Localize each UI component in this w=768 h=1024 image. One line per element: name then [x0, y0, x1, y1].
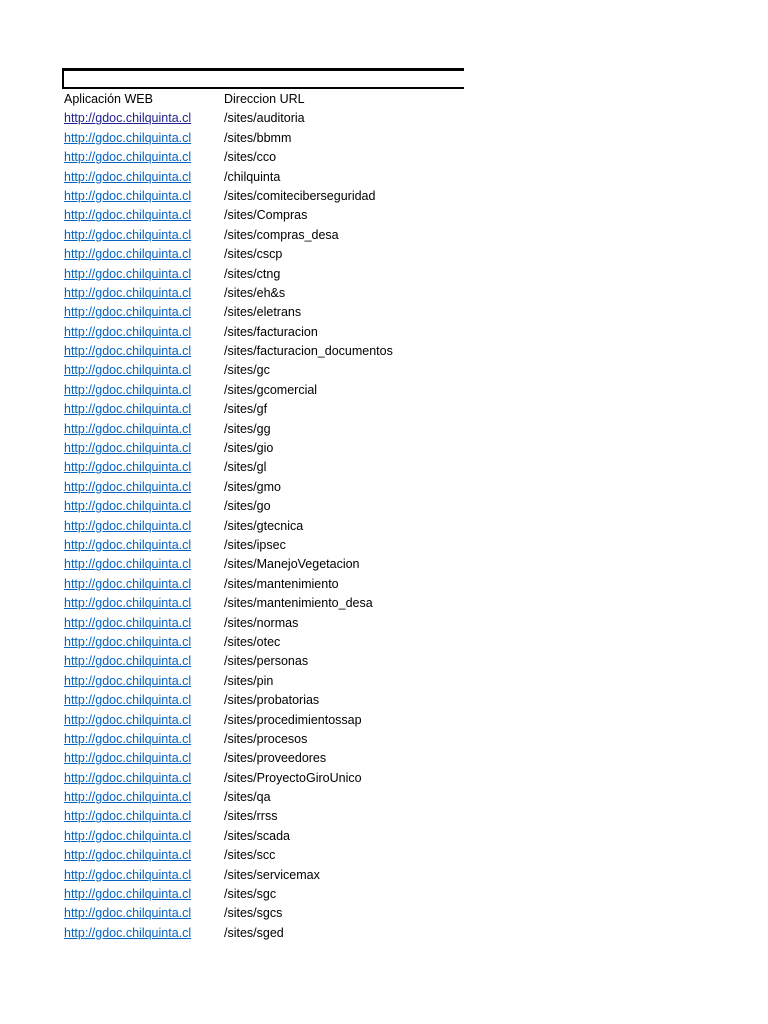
- app-link[interactable]: http://gdoc.chilquinta.cl: [64, 770, 192, 785]
- table-row: [64, 555, 484, 574]
- app-link[interactable]: http://gdoc.chilquinta.cl: [64, 557, 192, 572]
- app-link[interactable]: http://gdoc.chilquinta.cl: [64, 130, 192, 145]
- url-path: /sites/ipsec: [224, 537, 286, 552]
- app-link[interactable]: http://gdoc.chilquinta.cl: [64, 285, 192, 300]
- app-link[interactable]: http://gdoc.chilquinta.cl: [64, 867, 192, 882]
- app-link[interactable]: http://gdoc.chilquinta.cl: [64, 693, 192, 708]
- url-path: /sites/procedimientossap: [224, 712, 362, 727]
- app-link[interactable]: http://gdoc.chilquinta.cl: [64, 266, 192, 281]
- app-link[interactable]: http://gdoc.chilquinta.cl: [64, 363, 192, 378]
- url-path: /sites/auditoria: [224, 111, 305, 126]
- url-path: /sites/gio: [224, 441, 274, 456]
- url-path: /sites/gg: [224, 421, 271, 436]
- table-row: [64, 342, 484, 361]
- app-link[interactable]: http://gdoc.chilquinta.cl: [64, 673, 192, 688]
- table-row: [64, 788, 484, 807]
- table-body: [64, 109, 484, 943]
- url-path: /sites/gtecnica: [224, 518, 304, 533]
- app-link[interactable]: http://gdoc.chilquinta.cl: [64, 634, 192, 649]
- table-row: [64, 904, 484, 923]
- table-row: [64, 129, 484, 148]
- url-path: /sites/facturacion_documentos: [224, 344, 393, 359]
- table-row: [64, 323, 484, 342]
- url-path: /sites/otec: [224, 634, 281, 649]
- table-row: [64, 381, 484, 400]
- app-link[interactable]: http://gdoc.chilquinta.cl: [64, 848, 192, 863]
- url-path: /sites/gf: [224, 402, 268, 417]
- url-path: /sites/facturacion: [224, 324, 318, 339]
- app-link[interactable]: http://gdoc.chilquinta.cl: [64, 790, 192, 805]
- app-link[interactable]: http://gdoc.chilquinta.cl: [64, 382, 192, 397]
- table-row: [64, 187, 484, 206]
- url-path: /sites/scada: [224, 828, 291, 843]
- table-row: [64, 226, 484, 245]
- app-link[interactable]: http://gdoc.chilquinta.cl: [64, 537, 192, 552]
- table-row: [64, 148, 484, 167]
- table-header-row: [64, 90, 484, 109]
- table-row: [64, 245, 484, 264]
- table-row: [64, 168, 484, 187]
- url-path: /sites/sged: [224, 925, 284, 940]
- url-path: /sites/cco: [224, 150, 277, 165]
- app-link[interactable]: http://gdoc.chilquinta.cl: [64, 479, 192, 494]
- app-link[interactable]: http://gdoc.chilquinta.cl: [64, 460, 192, 475]
- url-path: /sites/mantenimiento: [224, 576, 339, 591]
- url-path: /sites/probatorias: [224, 693, 320, 708]
- url-path: /sites/qa: [224, 790, 271, 805]
- column-header-url: Direccion URL: [224, 92, 305, 106]
- url-path: /sites/compras_desa: [224, 227, 339, 242]
- table-row: [64, 711, 484, 730]
- table-row: [64, 594, 484, 613]
- table-row: [64, 439, 484, 458]
- app-link[interactable]: http://gdoc.chilquinta.cl: [64, 712, 192, 727]
- url-path: /sites/eh&s: [224, 285, 286, 300]
- app-link[interactable]: http://gdoc.chilquinta.cl: [64, 615, 192, 630]
- table-row: [64, 400, 484, 419]
- url-path: /sites/proveedores: [224, 751, 327, 766]
- app-link[interactable]: http://gdoc.chilquinta.cl: [64, 499, 192, 514]
- table-row: [64, 866, 484, 885]
- table-row: [64, 536, 484, 555]
- app-link[interactable]: http://gdoc.chilquinta.cl: [64, 906, 192, 921]
- app-link[interactable]: http://gdoc.chilquinta.cl: [64, 751, 192, 766]
- table-row: [64, 730, 484, 749]
- table-row: [64, 478, 484, 497]
- url-path: /sites/gcomercial: [224, 382, 318, 397]
- table-row: [64, 672, 484, 691]
- app-link[interactable]: http://gdoc.chilquinta.cl: [64, 324, 192, 339]
- url-path: /sites/go: [224, 499, 271, 514]
- url-path: /sites/pin: [224, 673, 274, 688]
- app-link[interactable]: http://gdoc.chilquinta.cl: [64, 518, 192, 533]
- app-link[interactable]: http://gdoc.chilquinta.cl: [64, 344, 192, 359]
- table-row: [64, 497, 484, 516]
- table-row: [64, 652, 484, 671]
- app-link[interactable]: http://gdoc.chilquinta.cl: [64, 227, 192, 242]
- table-row: [64, 633, 484, 652]
- app-link[interactable]: http://gdoc.chilquinta.cl: [64, 402, 192, 417]
- url-path: /sites/servicemax: [224, 867, 320, 882]
- table-row: [64, 691, 484, 710]
- app-link[interactable]: http://gdoc.chilquinta.cl: [64, 150, 192, 165]
- table-row: [64, 361, 484, 380]
- url-path: /sites/personas: [224, 654, 309, 669]
- url-path: /sites/procesos: [224, 731, 308, 746]
- table-row: [64, 284, 484, 303]
- table-row: [64, 807, 484, 826]
- table-row: [64, 614, 484, 633]
- app-link[interactable]: http://gdoc.chilquinta.cl: [64, 887, 192, 902]
- url-table: [64, 90, 484, 943]
- app-link[interactable]: http://gdoc.chilquinta.cl: [64, 731, 192, 746]
- table-row: [64, 206, 484, 225]
- url-path: /sites/ManejoVegetacion: [224, 557, 360, 572]
- url-path: /sites/sgcs: [224, 906, 283, 921]
- app-link[interactable]: http://gdoc.chilquinta.cl: [64, 421, 192, 436]
- url-path: /sites/sgc: [224, 887, 277, 902]
- url-path: /sites/eletrans: [224, 305, 302, 320]
- app-link[interactable]: http://gdoc.chilquinta.cl: [64, 188, 192, 203]
- app-link[interactable]: http://gdoc.chilquinta.cl: [64, 809, 192, 824]
- column-header-app: Aplicación WEB: [64, 92, 153, 106]
- table-row: [64, 846, 484, 865]
- url-path: /sites/gl: [224, 460, 267, 475]
- url-path: /sites/bbmm: [224, 130, 292, 145]
- url-path: /sites/cscp: [224, 247, 283, 262]
- url-path: /sites/mantenimiento_desa: [224, 596, 373, 611]
- table-row: [64, 420, 484, 439]
- app-link[interactable]: http://gdoc.chilquinta.cl: [64, 111, 192, 126]
- app-link[interactable]: http://gdoc.chilquinta.cl: [64, 247, 192, 262]
- url-path: /chilquinta: [224, 169, 281, 184]
- app-link[interactable]: http://gdoc.chilquinta.cl: [64, 654, 192, 669]
- url-path: /sites/gc: [224, 363, 270, 378]
- app-link[interactable]: http://gdoc.chilquinta.cl: [64, 305, 192, 320]
- url-path: /sites/Compras: [224, 208, 308, 223]
- app-link[interactable]: http://gdoc.chilquinta.cl: [64, 596, 192, 611]
- title-cell-border: [62, 68, 464, 89]
- app-link[interactable]: http://gdoc.chilquinta.cl: [64, 208, 192, 223]
- table-row: [64, 769, 484, 788]
- table-row: [64, 109, 484, 128]
- table-row: [64, 517, 484, 536]
- url-path: /sites/rrss: [224, 809, 278, 824]
- url-path: /sites/normas: [224, 615, 299, 630]
- app-link[interactable]: http://gdoc.chilquinta.cl: [64, 169, 192, 184]
- table-row: [64, 749, 484, 768]
- app-link[interactable]: http://gdoc.chilquinta.cl: [64, 441, 192, 456]
- table-row: [64, 458, 484, 477]
- url-path: /sites/ctng: [224, 266, 281, 281]
- url-path: /sites/comiteciberseguridad: [224, 188, 376, 203]
- table-row: [64, 827, 484, 846]
- table-row: [64, 575, 484, 594]
- table-row: [64, 924, 484, 943]
- table-row: [64, 303, 484, 322]
- url-path: /sites/ProyectoGiroUnico: [224, 770, 362, 785]
- table-row: [64, 265, 484, 284]
- table-row: [64, 885, 484, 904]
- app-link[interactable]: http://gdoc.chilquinta.cl: [64, 576, 192, 591]
- url-path: /sites/gmo: [224, 479, 281, 494]
- url-path: /sites/scc: [224, 848, 276, 863]
- app-link[interactable]: http://gdoc.chilquinta.cl: [64, 925, 192, 940]
- app-link[interactable]: http://gdoc.chilquinta.cl: [64, 828, 192, 843]
